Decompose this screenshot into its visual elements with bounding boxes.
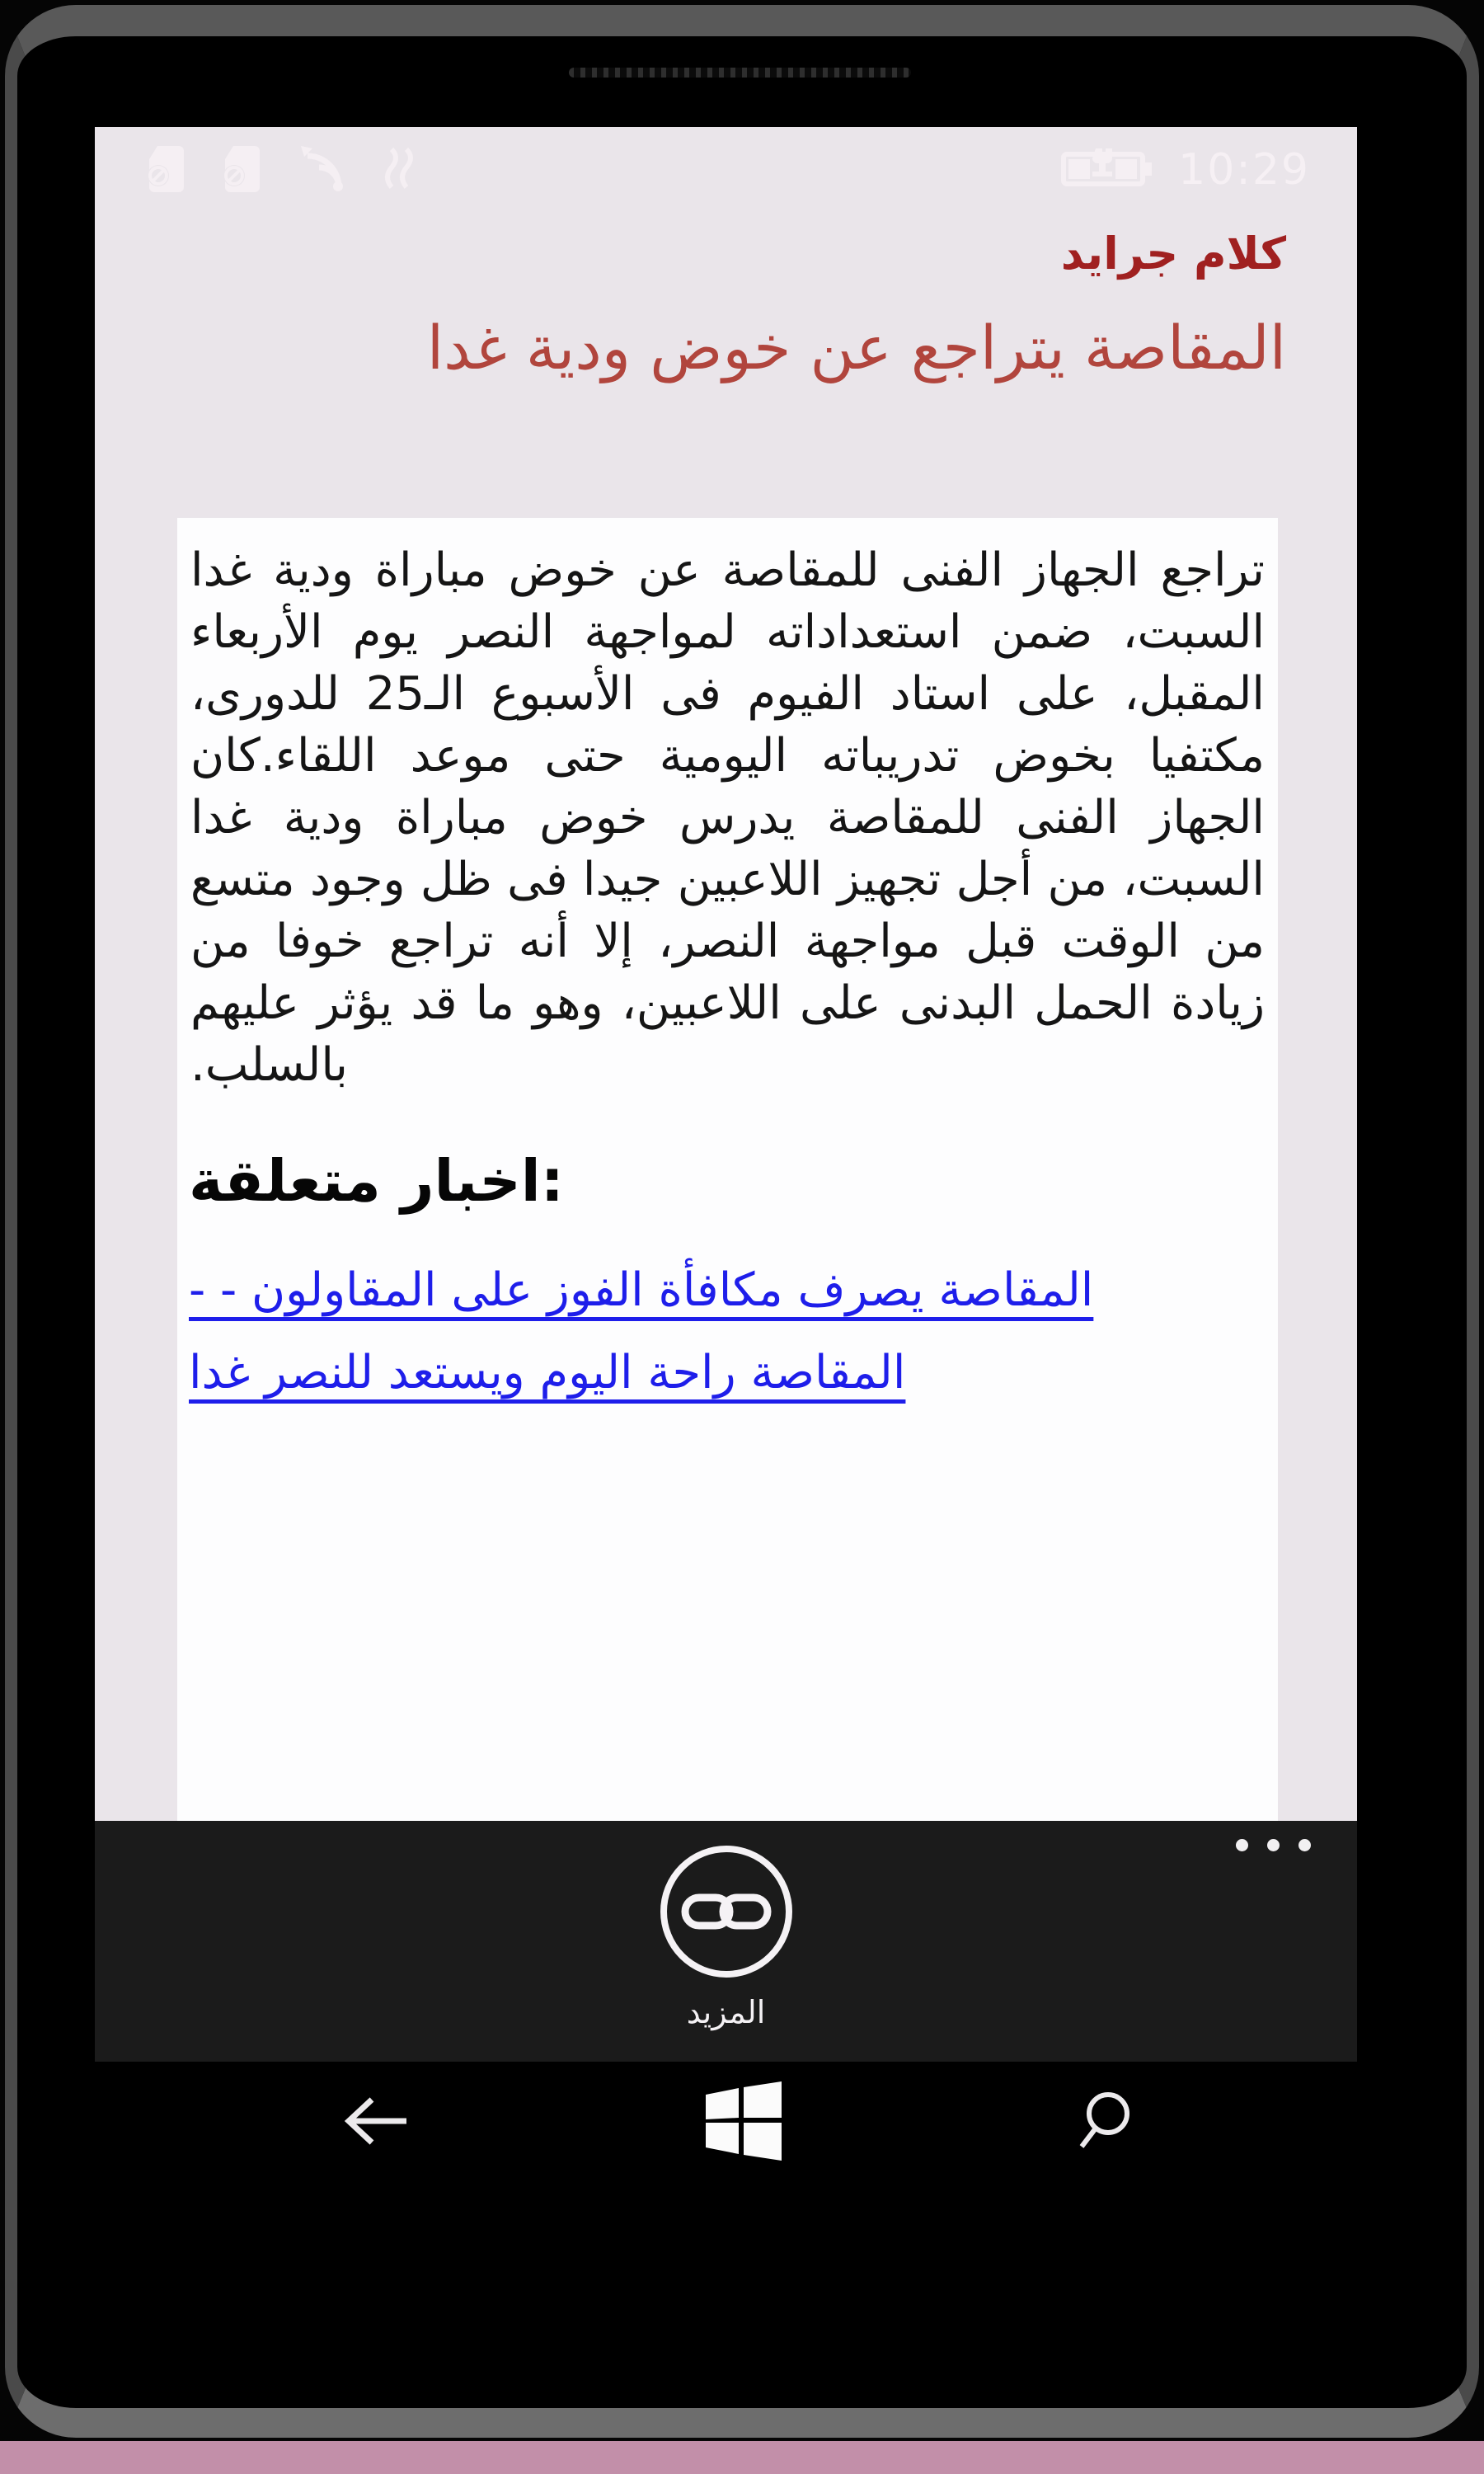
speaker-grille: [569, 68, 911, 78]
related-links: [189, 1249, 1266, 1414]
article-body: تراجع الجهاز الفنى للمقاصة عن خوض مباراة ودية غدا السبت، ضمن استعداداته لمواجهة النصر يوم الأربعاء المقبل، على استاد الفيوم فى الأسبوع الـ25 للدورى، مكتفيا بخوض تدريباته اليومية حتى موعد اللقاء.كان الجهاز الفنى للمقاصة يدرس خوض مباراة ودية غدا السبت، من أجل تجهيز اللاعبين جيدا فى ظل وجود متسع من الوقت قبل مواجهة النصر، إلا أنه تراجع خوفا من زيادة الحمل البدنى على اللاعبين، وهو ما قد يؤثر عليهم بالسلب.: [190, 543, 1265, 1092]
battery-charging-icon: [1061, 147, 1153, 193]
navigation-bar: [95, 2072, 1357, 2171]
more-button[interactable]: [619, 1842, 834, 2030]
ellipsis-dot: [1236, 1839, 1248, 1851]
wifi-arrow-icon: [298, 144, 349, 195]
clock: 10:29: [1178, 145, 1310, 195]
related-news-heading: اخبار متعلقة:: [189, 1147, 564, 1215]
back-icon[interactable]: [342, 2096, 410, 2146]
link-chain-icon: [657, 1968, 796, 1984]
status-bar: [146, 140, 1310, 200]
search-icon[interactable]: [1077, 2091, 1134, 2152]
related-link-1[interactable]: المقاصة يصرف مكافأة الفوز على المقاولون - -: [189, 1263, 1094, 1317]
background-wall: [0, 2441, 1484, 2474]
ellipsis-icon[interactable]: [1236, 1839, 1311, 1851]
ellipsis-dot: [1267, 1839, 1280, 1851]
related-link-2[interactable]: المقاصة راحة اليوم ويستعد للنصر غدا: [189, 1346, 906, 1399]
no-sim-icon: [222, 144, 265, 195]
vibrate-icon: [382, 144, 418, 195]
article-card: [177, 518, 1278, 1821]
app-bar: [95, 1821, 1357, 2062]
app-title: كلام جرايد: [1060, 228, 1286, 280]
no-sim-icon: [146, 144, 189, 195]
ellipsis-dot: [1298, 1839, 1311, 1851]
windows-icon[interactable]: [704, 2081, 783, 2161]
app-content: [95, 127, 1357, 1821]
more-button-label: المزيد: [686, 1994, 766, 2030]
article-headline: المقاصة يتراجع عن خوض ودية غدا: [426, 313, 1286, 383]
status-icons: [146, 144, 418, 195]
phone-screen: [95, 127, 1357, 2062]
